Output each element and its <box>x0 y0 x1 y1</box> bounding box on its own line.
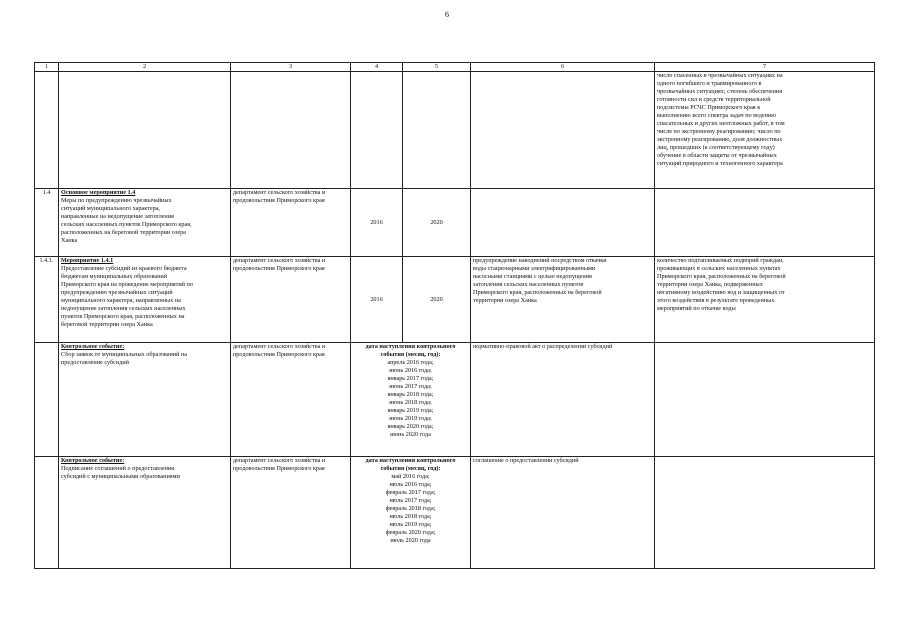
text-line: обучение в области защиты от чрезвычайных <box>657 152 777 159</box>
dates-heading: события (месяц, год): <box>380 351 441 358</box>
activity-cell <box>59 257 231 343</box>
text-line: продовольствия Приморского края <box>233 351 325 358</box>
text-line: количество подтапливаемых подворий граждан, <box>657 257 784 264</box>
event-title: Контрольное событие: <box>61 457 125 464</box>
activity-cell <box>59 343 231 457</box>
event-dates-cell <box>351 457 471 569</box>
responsible-cell <box>231 189 351 257</box>
text-line: Приморского края на проведение мероприятий по <box>61 281 193 288</box>
start-year: 2016 <box>351 257 403 343</box>
table-row-control-event-1 <box>35 343 875 457</box>
text-line: проживающих в сельских населенных пунктах <box>657 265 781 272</box>
result-cell: соглашение о предоставлении субсидий <box>471 457 655 569</box>
activity-cell <box>59 457 231 569</box>
column-header: 2 <box>59 63 231 72</box>
event-date: январь 2019 года; <box>387 407 434 414</box>
text-line: экстренному реагированию, доля должностных <box>657 136 783 143</box>
dates-heading: дата наступления контрольного <box>365 457 456 464</box>
text-line: расположенных на береговой территории озера <box>61 229 186 236</box>
event-date: июнь 2016 года; <box>389 367 432 374</box>
text-line: лиц, прошедших (к соответствующему году) <box>657 144 775 151</box>
text-line: Меры по предупреждению чрезвычайных <box>61 197 172 204</box>
event-date: июль 2020 года <box>390 537 431 544</box>
text-line: предупреждение наводнений посредством откачки <box>473 257 607 264</box>
dates-heading: события (месяц, год): <box>380 465 441 472</box>
row-number: 1.4.1. <box>35 257 59 343</box>
column-header: 1 <box>35 63 59 72</box>
indicator-cell <box>655 72 875 189</box>
end-year: 2020 <box>403 257 471 343</box>
text-line: ситуаций природного и техногенного характера <box>657 160 783 167</box>
header-row <box>35 63 875 72</box>
event-dates-cell <box>351 343 471 457</box>
responsible-cell <box>231 257 351 343</box>
text-line: негативному воздействию вод и защищенных от <box>657 289 785 296</box>
activity-title: Мероприятие 1.4.1 <box>61 257 114 264</box>
text-line: Приморского края, расположенных на береговой <box>657 273 786 280</box>
event-date: июль 2018 года; <box>389 513 432 520</box>
event-date: май 2016 года; <box>391 473 430 480</box>
text-line: департамент сельского хозяйства и <box>233 343 326 350</box>
text-line: недопущение затопления сельских населенных <box>61 305 186 312</box>
text-line: затопления сельских населенных пунктов <box>473 281 584 288</box>
event-date: июль 2019 года; <box>389 521 432 528</box>
start-year: 2016 <box>351 189 403 257</box>
text-line: бюджетам муниципальных образований <box>61 273 168 280</box>
text-line: этого воздействия в результате проведенных <box>657 297 775 304</box>
text-line: территории озера Ханка <box>473 297 537 304</box>
text-line: пунктов Приморского края, расположенных на <box>61 313 185 320</box>
event-date: январь 2020 года; <box>387 423 434 430</box>
text-line: выполнению всего спектра задач по ведению <box>657 112 776 119</box>
text-line: число спасенных в чрезвычайных ситуациях на <box>657 72 783 79</box>
event-date: июнь 2018 года; <box>389 399 432 406</box>
plan-table <box>34 62 875 569</box>
event-date: январь 2018 года; <box>387 391 434 398</box>
text-line: департамент сельского хозяйства и <box>233 189 326 196</box>
end-year: 2020 <box>403 189 471 257</box>
text-line: числе по экстренному реагированию; число по <box>657 128 781 135</box>
indicator-cell <box>655 257 875 343</box>
table-row-control-event-2 <box>35 457 875 569</box>
event-date: июнь 2020 года <box>390 431 431 438</box>
column-header: 7 <box>655 63 875 72</box>
table-row-continuation <box>35 72 875 189</box>
result-cell <box>471 257 655 343</box>
text-line: муниципального характера, направленных на <box>61 297 181 304</box>
text-line: направленные на недопущение затопления <box>61 213 174 220</box>
text-line: сельских населенных пунктов Приморского края, <box>61 221 192 228</box>
event-date: февраль 2018 года; <box>385 505 436 512</box>
event-date: июнь 2017 года; <box>389 383 432 390</box>
event-date: январь 2017 года; <box>387 375 434 382</box>
text-line: Сбор заявок от муниципальных образований на <box>61 351 188 358</box>
text-line: насосными станциями с целью недопущения <box>473 273 592 280</box>
text-line: Приморского края, расположенных на береговой <box>473 289 602 296</box>
text-line: Ханка <box>61 237 78 244</box>
activity-title: Основное мероприятие 1.4 <box>61 189 136 196</box>
text-line: чрезвычайных ситуациях; степень обеспечения <box>657 88 783 95</box>
table-row-1-4-1 <box>35 257 875 343</box>
event-title: Контрольное событие: <box>61 343 125 350</box>
column-header: 3 <box>231 63 351 72</box>
column-header: 6 <box>471 63 655 72</box>
text-line: продовольствия Приморского края <box>233 197 325 204</box>
text-line: продовольствия Приморского края <box>233 265 325 272</box>
responsible-cell <box>231 343 351 457</box>
text-line: ситуаций муниципального характера, <box>61 205 160 212</box>
event-date: июнь 2019 года; <box>389 415 432 422</box>
page-number: 6 <box>445 10 449 19</box>
event-date: июль 2016 года; <box>389 481 432 488</box>
text-line: подсистемы РСЧС Приморского края к <box>657 104 761 111</box>
dates-heading: дата наступления контрольного <box>365 343 456 350</box>
text-line: мероприятий по откачке воды <box>657 305 736 312</box>
text-line: Предоставление субсидий из краевого бюджета <box>61 265 187 272</box>
activity-cell <box>59 189 231 257</box>
event-date: апрель 2016 года; <box>387 359 434 366</box>
text-line: предупреждению чрезвычайных ситуаций <box>61 289 173 296</box>
text-line: департамент сельского хозяйства и <box>233 257 326 264</box>
table-row-1-4 <box>35 189 875 257</box>
text-line: субсидий с муниципальными образованиями <box>61 473 180 480</box>
column-header: 5 <box>403 63 471 72</box>
column-header: 4 <box>351 63 403 72</box>
text-line: Подписание соглашений о предоставлении <box>61 465 175 472</box>
text-line: территории озера Ханка, подверженных <box>657 281 763 288</box>
event-date: июль 2017 года; <box>389 497 432 504</box>
text-line: готовности сил и средств территориальной <box>657 96 771 103</box>
text-line: воды стационарными электрифицированными <box>473 265 596 272</box>
text-line: одного погибшего и травмированного в <box>657 80 762 87</box>
event-date: февраль 2017 года; <box>385 489 436 496</box>
row-number: 1.4 <box>35 189 59 257</box>
result-cell: нормативно-правовой акт о распределении субсидий <box>471 343 655 457</box>
event-date: февраль 2020 года; <box>385 529 436 536</box>
text-line: спасательных и других неотложных работ, в том <box>657 120 785 127</box>
responsible-cell <box>231 457 351 569</box>
text-line: предоставление субсидий <box>61 359 129 366</box>
text-line: департамент сельского хозяйства и <box>233 457 326 464</box>
text-line: береговой территории озера Ханка <box>61 321 153 328</box>
text-line: продовольствия Приморского края <box>233 465 325 472</box>
